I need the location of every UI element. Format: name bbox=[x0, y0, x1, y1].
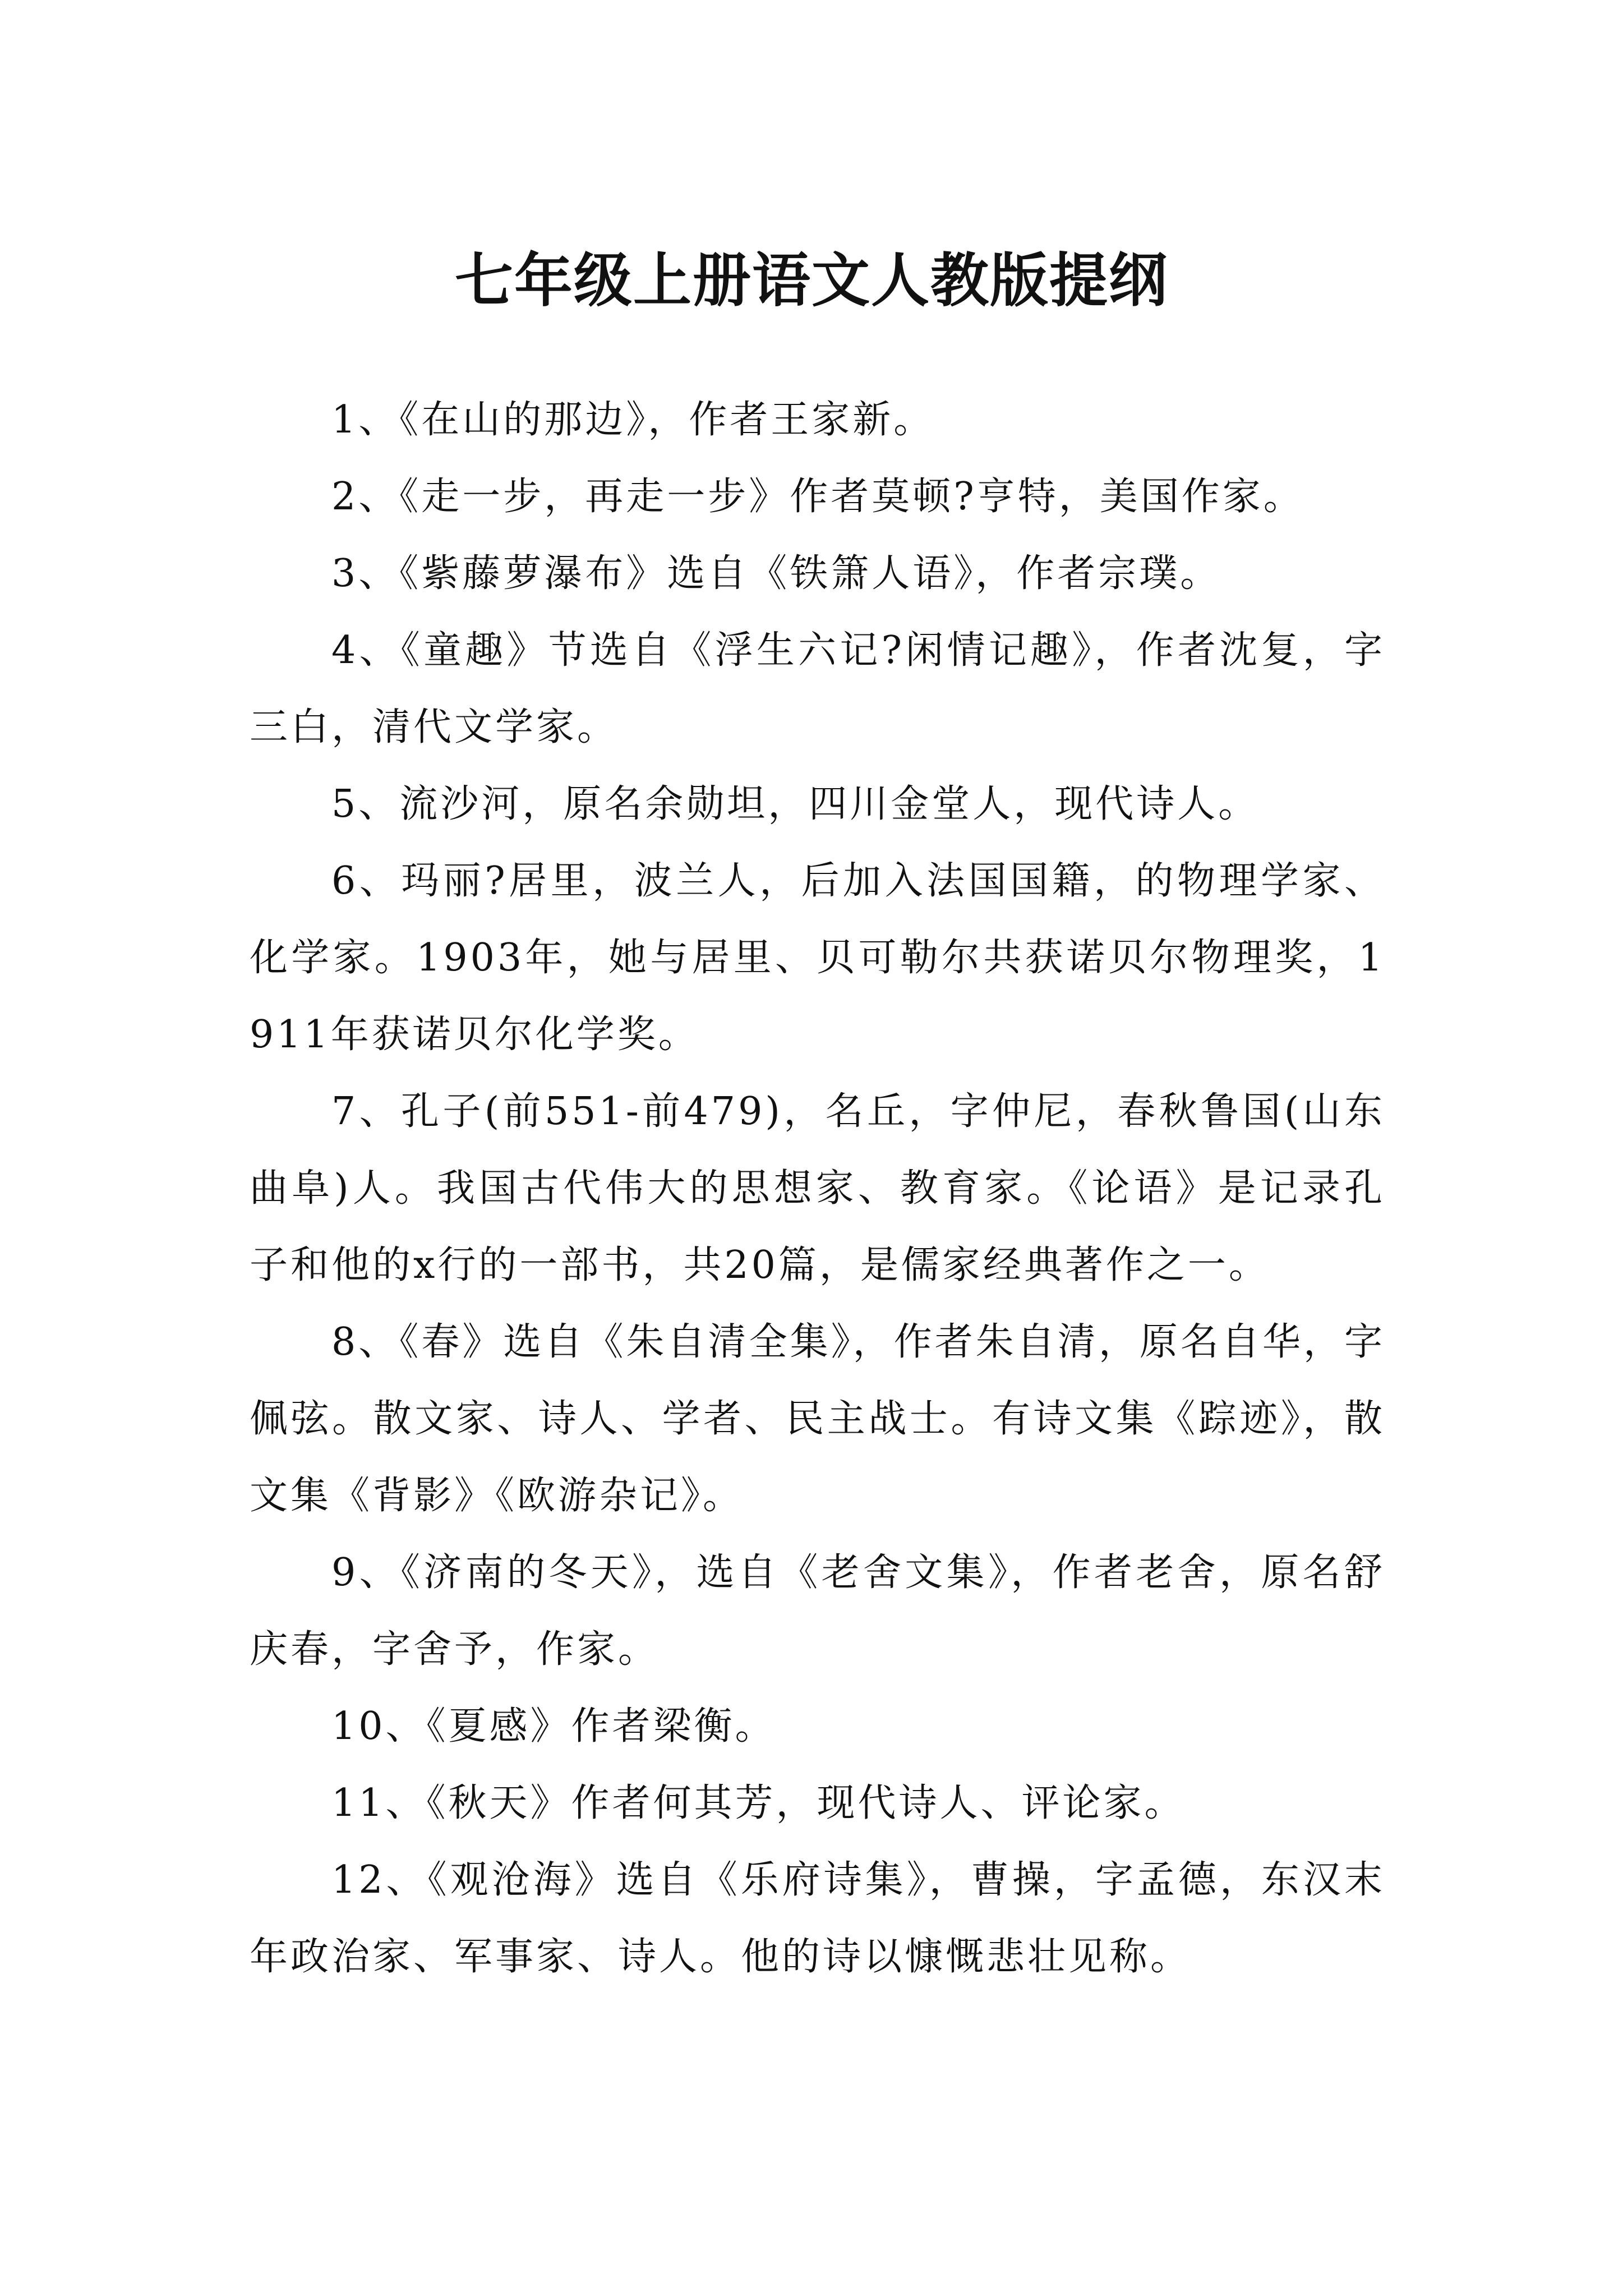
paragraph-3: 3、《紫藤萝瀑布》选自《铁箫人语》，作者宗璞。 bbox=[331, 551, 1221, 596]
paragraph-1: 1、《在山的那边》，作者王家新。 bbox=[331, 398, 935, 442]
paragraph-6: 6、玛丽?居里，波兰人，后加入法国国籍，的物理学家、化学家。1903年，她与居里、贝可勒尔共获诺贝尔物理奖，1911年获诺贝尔化学奖。 bbox=[250, 859, 1385, 1057]
paragraph-4: 4、《童趣》节选自《浮生六记?闲情记趣》，作者沈复，字三白，清代文学家。 bbox=[250, 628, 1385, 749]
paragraph-9: 9、《济南的冬天》，选自《老舍文集》，作者老舍，原名舒庆春，字舍予，作家。 bbox=[250, 1550, 1385, 1672]
paragraph-2: 2、《走一步，再走一步》作者莫顿?亨特，美国作家。 bbox=[331, 475, 1304, 519]
page-title: 七年级上册语文人教版提纲 bbox=[454, 245, 1168, 315]
paragraph-5: 5、流沙河，原名余勋坦，四川金堂人，现代诗人。 bbox=[331, 782, 1260, 826]
paragraph-12: 12、《观沧海》选自《乐府诗集》，曹操，字孟德，东汉末年政治家、军事家、诗人。他的诗以慷慨悲壮见称。 bbox=[250, 1858, 1385, 1979]
paragraph-11: 11、《秋天》作者何其芳，现代诗人、评论家。 bbox=[331, 1781, 1186, 1825]
document-body bbox=[250, 381, 1385, 1995]
paragraph-10: 10、《夏感》作者梁衡。 bbox=[331, 1704, 776, 1749]
paragraph-8: 8、《春》选自《朱自清全集》，作者朱自清，原名自华，字佩弦。散文家、诗人、学者、民主战士。有诗文集《踪迹》，散文集《背影》《欧游杂记》。 bbox=[250, 1320, 1385, 1518]
paragraph-7: 7、孔子(前551-前479)，名丘，字仲尼，春秋鲁国(山东曲阜)人。我国古代伟大的思想家、教育家。《论语》是记录孔子和他的x行的一部书，共20篇，是儒家经典著作之一。 bbox=[250, 1089, 1385, 1287]
